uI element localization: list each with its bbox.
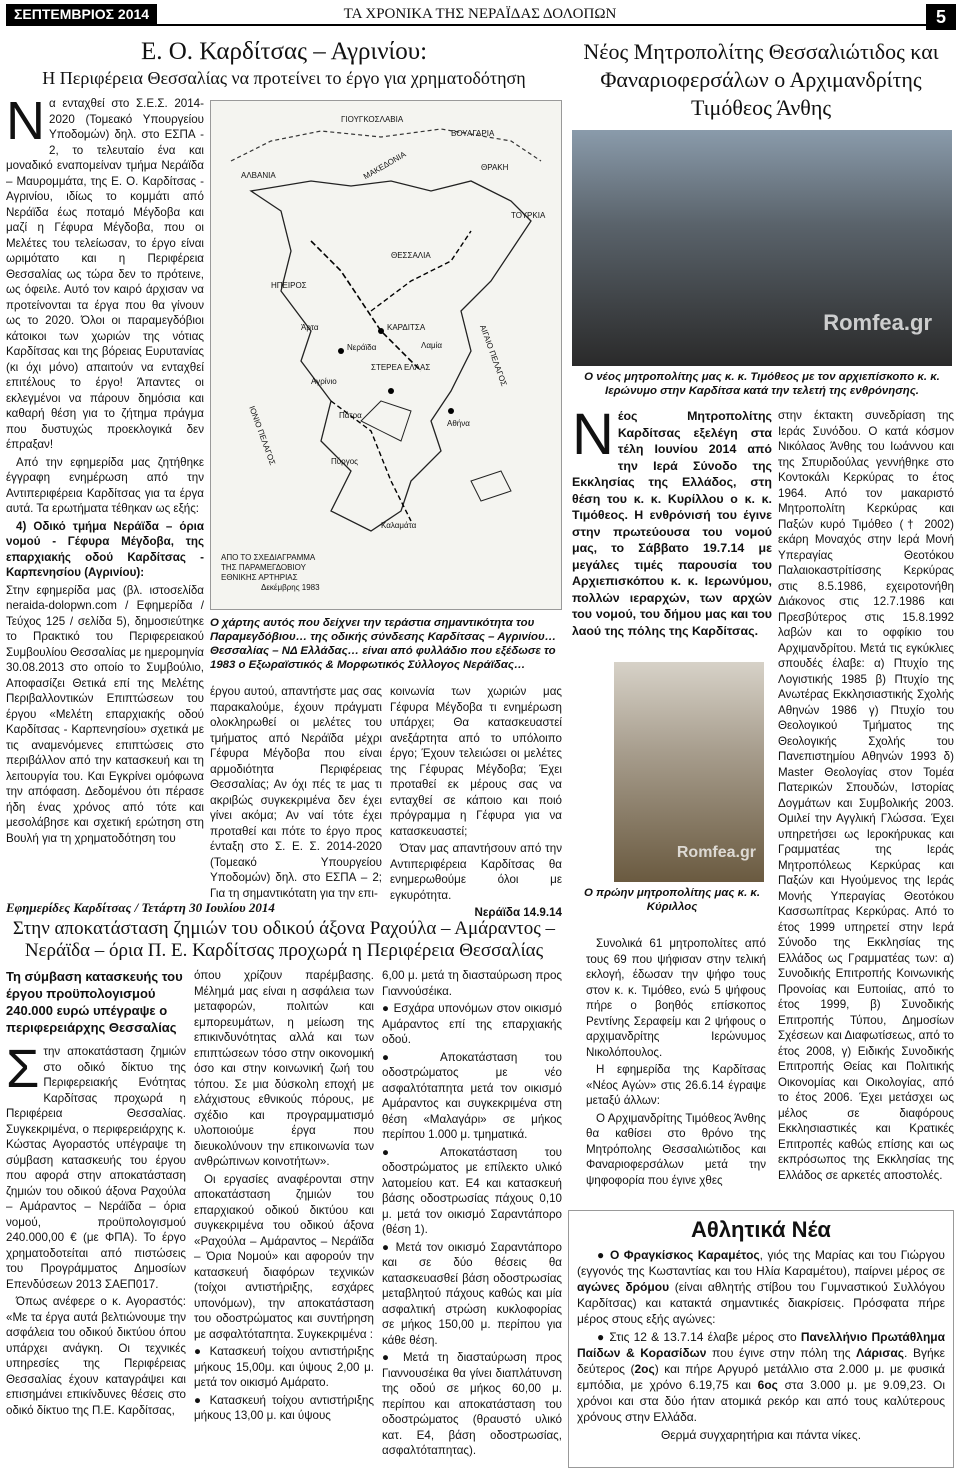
article1-p1: α ενταχθεί στο Σ.Ε.Σ. 2014-2020 (Τομεακό Υπουργείου Υποδομών) δηλ. στο ΕΣΠΑ - 2, το τελευταίο ένα και μοναδικό εναπομείναν τμήμα Νεράϊδα – Μαυρομμάτα, της Ε. Ο. Καρδίτσας - Αγρινίου, ιδίως το κομμάτι από Νεράϊδα έως ποταμό Μέγδοβα και μαζί η Γέφυρα Μέγδοβα, που οι Μελέτες του τελείωσαν, το έργο είναι ωριμότατο και η Περιφέρεια Θεσσαλίας ως τώρα δεν το πρότεινε, ως όφειλε. Αυτό τον καιρό άρχισαν να προτείνονται τα έργα που θα γίνουν ως το 2020. Όλοι οι παραμεγδόβιοι κάτοικοι των χωριών της νότιας Καρδίτσας και της βόρειας Ευρυτανίας (κι όχι μόνο) απαιτούν να ενταχθεί επιτέλους το έργο! Άπαντες οι εκλεγμένοι να πάρουν δημόσια και καθαρή θέση για το ζήτημα πράγμα που δυστυχώς προεκλογικά δεν έπραξαν!	[6, 97, 204, 451]
article2-item: ● Αποκατάσταση του οδοστρώματος με επίλεκτο υλικό λατομείου κατ. Ε4 και κατασκευή βάσης οδοστρωσίας πάχους 0,10 μ. μετά τον οικισμό Σαραντάπορο (θέση 1).	[382, 1145, 562, 1236]
article2-item-text: Αποκατάσταση του οδοστρώματος με επίλεκτο υλικό λατομείου κατ. Ε4 και κατασκευή βάσης οδοστρωσίας πάχους 0,10 μ. μετά τον οικισμό Σαραντάπορο (θέση 1).	[382, 1145, 562, 1236]
sports-p3: Θερμά συγχαρητήρια και πάντα νίκες.	[660, 1428, 862, 1442]
article2-kicker: Εφημερίδες Καρδίτσας / Τετάρτη 30 Ιουλίου 2014	[6, 900, 275, 915]
article2-column1	[6, 968, 186, 1468]
article1-title: Ε. Ο. Καρδίτσας – Αγρινίου:	[140, 38, 428, 65]
map-footer-line: Δεκέμβρης 1983	[261, 583, 320, 592]
greece-road-map	[210, 100, 562, 610]
map-footer	[221, 553, 371, 593]
sports-text: στα 3.000 μ. με 9.09,23. Οι χρόνοι και στα δύο ήταν ατομικά ρεκόρ και από τους καλύτερους χρόνους στην Ελλάδα.	[577, 1378, 945, 1424]
article2-c1b: Όπως ανέφερε ο κ. Αγοραστός: «Με τα έργα αυτά βελτιώνουμε την ασφάλεια του οδικού δικτύου όπου υπάρχει ανάγκη. Οι τεχνικές υπηρεσίες της Περιφέρειας Θεσσαλίας έχουν καταγράψει και επισημάνει επικίνδυνες θέσεις στο οδικό δίκτυο της Π.Ε. Καρδίτσας,	[6, 1295, 186, 1417]
article1-column3	[390, 684, 562, 923]
sports-text: που έγινε στην πόλη της	[706, 1346, 857, 1360]
map-label-kalamata: Καλαμάτα	[381, 521, 417, 530]
article1-p3: Στην εφημερίδα μας (βλ. ιστοσελίδα neraida-dolopwn.com / Εφημερίδα / Τεύχος 125 / σελίδα 5), δημοσιεύτηκε το Πρακτικό του Περιφερειακού Συμβουλίου Θεσσαλίας με ημερομηνία 30.08.2013 στο οποίο το Συμβούλιο, Αποφασίζει Θετικά επί της Μελέτης Περιβαλλοντικών Επιπτώσεων του έργου «Μελέτη επαρχιακής οδού Καρδίτσας - Καρπενησίου» σχετικά με τις αναμενόμενες επιπτώσεις στο περιβάλλον από την κατασκευή και τη λειτουργία του. Και Εγκρίνει ομόφωνα την απόφαση. Δεδομένου ότι πέρασε ήδη ένας χρόνος από τότε και μεσολάβησε και σχετική ερώτηση στη Βουλή για τη χρηματοδότηση του	[6, 583, 204, 845]
article2-c3-start: 6,00 μ. μετά τη διασταύρωση προς Γιαννούσέικα.	[382, 969, 562, 998]
sports-text: ) και πήρε Αργυρό μετάλλιο στα 2.000 μ. με φυσικά εμπόδια, με χρόνο 6.19,75 και	[577, 1362, 945, 1392]
map-label-thrace: ΘΡΑΚΗ	[481, 163, 509, 172]
map-label-thessaly: ΘΕΣΣΑΛΙΑ	[391, 251, 431, 260]
article2-item-text: Αποκατάσταση του οδοστρώματος με νέο ασφαλτόταπητα μετά τον οικισμό Αμάραντος και συγκεκριμένα στη θέση «Μαλαγάρι» σε μήκος περίπου 1.000 μ. τμηματικά.	[382, 1050, 562, 1141]
article2-item-text: Κατασκευή τοίχου αντιστήριξης μήκους 13,00 μ. και ύψους	[194, 1393, 374, 1422]
sports-text: . Βγήκε δεύτερος (	[577, 1346, 945, 1376]
article3-c1b: Συνολικά 61 μητροπολίτες από τους 69 που ψήφισαν στην τελική εκλογή, έδωσαν την ψήφο τους στον κ. κ. Τιμόθεο, ενώ 5 ψήφους πήρε ο βοηθός επίσκοπος Ρεντίνης Σεραφείμ και 2 ψήφους ο αρχιμανδρίτης Ιερώνυμος Νικολόπουλος.	[586, 937, 766, 1059]
photo-metropolitans	[572, 130, 952, 366]
page-number: 5	[926, 4, 956, 30]
article1-dropcap: Ν	[6, 96, 45, 151]
sports-text: 6ος	[757, 1378, 778, 1392]
article2-lead: Τη σύμβαση κατασκευής του έργου προϋπολογισμού 240.000 ευρώ υπέγραψε ο περιφερειάρχης Θεσσαλίας	[6, 969, 183, 1035]
article3-column1-rest	[586, 936, 766, 1190]
sports-text: 2ος	[634, 1362, 655, 1376]
article2-item: ● Κατασκευή τοίχου αντιστήριξης μήκους 15,00μ. και ύψους 2,00 μ. μετά τον οικισμό Αμάρατο.	[194, 1345, 374, 1389]
article1-subtitle: Η Περιφέρεια Θεσσαλίας να προτείνει το έργο για χρηματοδότηση	[42, 68, 526, 88]
article2-item: ● Κατασκευή τοίχου αντιστήριξης μήκους 13,00 μ. και ύψους	[194, 1393, 374, 1422]
map-caption: Ο χάρτης αυτός που δείχνει την τεράστια σημαντικότητα του Παραμεγδόβιου… της οδικής σύνδεσης Καρδίτσας – Αγρινίου… Θεσσαλίας – ΝΔ Ελλάδας… είναι από φυλλάδιο που εξέδωσε το 1983 ο Εξωραϊστικός & Μορφωτικός Σύλλογος Νεράϊδας…	[210, 617, 557, 671]
article3-column2: στην έκτακτη συνεδρίαση της Ιεράς Συνόδου. Ο κατά κόσμον Νικόλαος Άνθης του Ιωάννου και της Σπυριδούλας γεννήθηκε στο Κοντοκάλι Κερκύρας το έτος 1964. Από τον μακαριστό Μητροπολίτη Κερκύρας και Παξών κυρό Τιμόθεο († 2002) εκάρη Μοναχός στην Ιερά Μονή Υπεραγίας Θεοτόκου Παλαιοκαστρίτίσσης Κερκύρας στις 8.5.1986, εχειροτονήθη Διάκονος στις 12.7.1986 και Πρεσβύτερος στις 15.8.1992 λαβών και το οφφίκιο του Αρχιμανδρίτου. Μετά τις εγκύκλιες σπουδές έλαβε: α) Πτυχίο της Λογιστικής 1985 β) Πτυχίο της Ανωτέρας Εκκλησιαστικής Σχολής Αθηνών 1986 γ) Πτυχίο του Θεολογικού Τμήματος της Θεολογικής Σχολής του Πανεπιστημίου Αθηνών 1993 δ) Master Θεολογίας στον Τομέα Πατερικών Σπουδών, Ιστορίας Δογμάτων και Συμβολικής 2003. Ομιλεί την Αγγλική Γλώσσα. Έχει υπηρετήσει ως Ιεροκήρυκας και Γραμματέας της Ιεράς Μητροπόλεως Κερκύρας και Παξών και Ηγούμενος της Ιεράς Μονής Υπεραγίας Θεοτόκου Κασσωπίτρας Κερκύρας. Από το έτος 1999 υπηρετεί στην Ιερά Σύνοδο της Εκκλησίας της Ελλάδος ως Γραμματέας των: α) Συνοδικής Επιτροπής Κοινωνικής Προνοίας και Ευποιίας, από το έτος 1999, β) Συνοδικής Επιτροπής Τύπου, Δημοσίων Σχέσεων και Διαφωτίσεως, από το έτος 2008, γ) Ειδικής Συνοδικής Επιτροπής Θείας και Πολιτικής Οικονομίας και Οικολογίας, από το έτος 2006. Έχει μετάσχει ως μέλος σε διαφόρους Εκκλησιαστικές και Κρατικές Επιτροπές καθώς επίσης και ως εκπρόσωπος της Εκκλησίας της Ελλάδος σε αρκετές αποστολές.	[778, 409, 954, 1182]
map-footer-line: ΑΠΟ ΤΟ ΣΧΕΔΙΑΓΡΑΜΜΑ	[221, 553, 316, 562]
article1-signature: Νεράϊδα 14.9.14	[474, 906, 562, 919]
map-label-albania: ΑΛΒΑΝΙΑ	[241, 171, 276, 180]
sports-text: Λάρισας	[856, 1346, 905, 1360]
article3-c1c: Η εφημερίδα της Καρδίτσας «Νέος Αγών» στις 26.6.14 έγραψε μεταξύ άλλων:	[586, 1063, 766, 1107]
sports-text: (είναι αθλητής στίβου του Γυμναστικού Συλλόγου Καρδίτσας) και κατακτά σημαντικές διακρίσεις. Πρόσφατα πήρε μέρος στους εξής αγώνες:	[577, 1280, 945, 1326]
sports-athlete: Ο Φραγκίσκος Καραμέτος	[609, 1248, 760, 1262]
photo-watermark: Romfea.gr	[823, 310, 932, 335]
article2-item: ● Μετά τον οικισμό Σαραντάπορο και σε δύο θέσεις θα κατασκευασθεί βάση οδοστρωσίας μεταβλητού πάχους καθώς και μία ασφαλτική στρώση κυκλοφορίας σε μήκος 150,00 μ. περίπου για κάθε θέση.	[382, 1240, 562, 1347]
article1-p2: Από την εφημερίδα μας ζητήθηκε έγγραφη ενημέρωση από την Αντιπεριφέρεια Καρδίτσας για τα έργα αυτά. Τα ερωτήματα τέθηκαν ως εξής:	[6, 455, 204, 515]
sports-text: Στις 12 & 13.7.14 έλαβε μέρος στο	[609, 1330, 801, 1344]
article3-c1d: Ο Αρχιμανδρίτης Τιμόθεος Άνθης θα καθίσει στο θρόνο της Μητρόπολης Θεσσαλιώτιδος και Φαναριοφερσάλων μετά την ψηφοφορία που έγινε χθες	[586, 1111, 766, 1187]
map-label-bulgaria: ΒΟΥΛΓΑΡΙΑ	[451, 129, 495, 138]
map-label-sterea: ΣΤΕΡΕΑ ΕΛΛΑΣ	[371, 363, 431, 372]
sports-text: , γιός της Μαρίας και του Γιώργου (εγγονός της Κωσταντίας και του Ηλία Καραμέτου), παίρνει μέρος σε	[577, 1248, 945, 1278]
article2-column2	[194, 968, 374, 1468]
newspaper-title: ΤΑ ΧΡΟΝΙΚΑ ΤΗΣ ΝΕΡΑΪΔΑΣ ΔΟΛΟΠΩΝ	[343, 6, 617, 22]
map-label-patra: Πάτρα	[339, 411, 362, 420]
article1-column1	[6, 96, 204, 886]
map-footer-line: ΤΗΣ ΠΑΡΑΜΕΓΔΟΒΙΟΥ	[221, 563, 306, 572]
map-label-arta: Άρτα	[301, 323, 319, 332]
map-label-yugoslavia: ΓΙΟΥΓΚΟΣΛΑΒΙΑ	[341, 115, 404, 124]
article3-title: Νέος Μητροπολίτης Θεσσαλιώτιδος και Φαναριοφερσάλων ο Αρχιμανδρίτης Τιμόθεος Άνθης	[583, 39, 939, 120]
sports-p2: ● Στις 12 & 13.7.14 έλαβε μέρος στο Πανελλήνιο Πρωτάθλημα Παίδων & Κορασίδων που έγινε στην πόλη της Λάρισας. Βγήκε δεύτερος (2ος) και πήρε Αργυρό μετάλλιο στα 2.000 μ. με φυσικά εμπόδια, με χρόνο 6.19,75 και 6ος στα 3.000 μ. με 9.09,23. Οι χρόνοι και στα δύο ήταν ατομικά ρεκόρ και από τους καλύτερους χρόνους στην Ελλάδα.	[577, 1330, 945, 1424]
article2-item: ● Εσχάρα υπονόμων στον οικισμό Αμάραντος επί της επαρχιακής οδού.	[382, 1002, 562, 1046]
map-footer-line: ΕΘΝΙΚΗΣ ΑΡΤΗΡΙΑΣ	[221, 573, 298, 582]
article2-column3	[382, 968, 562, 1468]
article1-p3-heading: 4) Οδικό τμήμα Νεράϊδα – όρια νομού - Γέφυρα Μέγδοβα, της επαρχιακής οδού Καρδίτσας - Καρπενησίου (Αγρινίου):	[6, 519, 204, 579]
map-label-turkey: ΤΟΥΡΚΙΑ	[511, 211, 546, 220]
issue-date: ΣΕΠΤΕΜΒΡΙΟΣ 2014	[6, 4, 157, 24]
article1-column2: έργου αυτού, απαντήστε μας σας παρακαλούμε, έχουν πράγματι ολοκληρωθεί οι μελέτες του τμήματος από Νεράϊδα μέχρι Γέφυρα Μέγδοβα που είναι αρμοδιότητα Περιφέρειας Θεσσαλίας; Αν όχι πές τε μας τι ακριβώς συγκεκριμένα δεν έχει γίνει ακόμα; Αν ναί τότε έχει προταθεί και πότε το έργο προς ένταξη στο Σ. Ε. Σ. 2014-2020 (Τομεακό Υπουργείου Υποδομών) δηλ. στο ΕΣΠΑ – 2; Για τη σημαντικότατη για την επι-	[210, 685, 382, 900]
map-label-macedonia: ΜΑΚΕΔΟΝΙΑ	[361, 149, 408, 182]
sports-text: Πανελλήνιο Πρωτάθλημα Παίδων & Κορασίδων	[577, 1330, 945, 1360]
map-label-ionian: ΙΟΝΙΟ ΠΕΛΑΓΟΣ	[247, 404, 278, 467]
map-label-epirus: ΗΠΕΙΡΟΣ	[271, 281, 307, 290]
map-label-agrinio: Αγρίνιο	[311, 377, 337, 386]
map-label-karditsa: ΚΑΡΔΙΤΣΑ	[387, 323, 426, 332]
article3-lead: έος Μητροπολίτης Καρδίτσας εξελέγη στα τέλη Ιουνίου 2014 από την Ιερά Σύνοδο της Εκκλησίας της Ελλάδος, στη θέση του κ. κ. Κυρίλλου ο κ. κ. Τιμόθεος. Η ενθρόνισή του έγινε στην πρωτεύουσα του νομού μας, το Σάββατο 19.7.14 με μεγάλες τιμές παρουσία του Αρχιεπισκόπου κ. κ. Ιερωνύμου, πολλών ιεραρχών, των αρχών του νομού, του δήμου μας και του λαού της πόλης της Καρδίτσας.	[572, 409, 772, 638]
map-label-pyrgos: Πύργος	[331, 457, 359, 466]
article2-item-text: Μετά τη διασταύρωση προς Γιαννουσέικα θα γίνει διαπλάτυνση της οδού σε μήκος 60,00 μ. περίπου και αποκατάσταση του οδοστρώματος (θραυστό υλικό κατ. Ε4, βάση οδοστρωσίας, ασφαλτόταπητας).	[382, 1351, 562, 1457]
article3-lead-block	[572, 402, 772, 641]
sports-text: αγώνες δρόμου	[577, 1280, 670, 1294]
article2-item: ● Αποκατάσταση του οδοστρώματος με νέο ασφαλτόταπητα μετά τον οικισμό Αμάραντος και συγκεκριμένα στη θέση «Μαλαγάρι» σε μήκος περίπου 1.000 μ. τμηματικά.	[382, 1050, 562, 1141]
photo-former-metropolitan	[614, 662, 764, 882]
sports-news-box	[568, 1210, 954, 1468]
article2-item: ● Μετά τη διασταύρωση προς Γιαννουσέικα θα γίνει διαπλάτυνση της οδού σε μήκος 60,00 μ. περίπου και αποκατάσταση του οδοστρώματος (θραυστό υλικό κατ. Ε4, βάση οδοστρωσίας, ασφαλτόταπητας).	[382, 1351, 562, 1457]
article2-title: Στην αποκατάσταση ζημιών του οδικού άξονα Ραχούλα – Αμάραντος – Νεράϊδα – όρια Π. Ε. Καρδίτσας προχωρά η Περιφέρεια Θεσσαλίας	[12, 918, 556, 961]
article1-c3b: Όταν μας απαντήσουν από την Αντιπεριφέρεια Καρδίτσας θα ενημερωθούμε όλοι με εγκυρότητα.	[390, 842, 562, 902]
sports-body	[569, 1243, 953, 1449]
article2-c1: την αποκατάσταση ζημιών στο οδικό δίκτυο της Περιφερειακής Ενότητας Καρδίτσας προχωρά η Περιφέρεια Θεσσαλίας. Συγκεκριμένα, ο περιφερειάρχης κ. Κώστας Αγοραστός υπέγραψε τη σύμβαση κατασκευής του έργου που αφορά στην αποκατάσταση ζημιών του οδικού άξονα Ραχούλα – Αμάραντος – Νεράϊδα – όρια νομού, προϋπολογισμού 240.000,00 € (με ΦΠΑ). Το έργο χρηματοδοτείται από πιστώσεις του Προγράμματος Δημοσίων Επενδύσεων 2013 ΣΑΕΠ017.	[6, 1045, 186, 1291]
article3-dropcap: Ν	[572, 402, 614, 467]
article2-item-text: Εσχάρα υπονόμων στον οικισμό Αμάραντος επί της επαρχιακής οδού.	[382, 1002, 562, 1046]
article1-c3: κοινωνία των χωριών μας Γέφυρα Μέγδοβα τι ενημέρωση υπάρχει; Θα κατασκευαστεί ανεξάρτητα από το υπόλοιπο έργο; Έχουν τελειώσει οι μελέτες της Γέφυρας Μέγδοβα; Έχει προταθεί εκ μέρους σας να ενταχθεί σε κάποιο και ποιό πρόγραμμα η Γέφυρα για να κατασκευαστεί;	[390, 685, 562, 838]
sports-title: Αθλητικά Νέα	[691, 1217, 831, 1242]
photo1-caption: Ο νέος μητροπολίτης μας κ. κ. Τιμόθεος με τον αρχιεπίσκοπο κ. κ. Ιερώνυμο στην Καρδίτσα κατά την τελετή της ενθρόνησης.	[584, 371, 940, 397]
map-label-athens: Αθήνα	[447, 419, 470, 428]
map-label-aegean: ΑΙΓΑΙΟ ΠΕΛΑΓΟΣ	[478, 323, 509, 388]
map-label-lamia: Λαμία	[421, 341, 442, 350]
map-label-neraida: Νεράϊδα	[347, 343, 377, 352]
article2-c2b: Οι εργασίες αναφέρονται στην αποκατάσταση ζημιών του επαρχιακού οδικού δικτύου και συγκεκριμένα του οδικού άξονα «Ραχούλα – Αμάραντος – Νεράϊδα – Όρια Νομού» και αφορούν την κατασκευή διαφόρων τεχνικών (τοίχοι αντιστήριξης, εσχάρες υπονόμων), την αποκατάσταση του οδοστρώματος και συντήρηση με ασφαλτόταπητα. Συγκεκριμένα :	[194, 1172, 374, 1341]
article2-c2: όπου χρίζουν παρέμβασης. Μέλημά μας είναι η ασφάλεια των μεταφορών, πολιτών και εμπορευμάτων, η μείωση της επικινδυνότητας αλλά και των επιπτώσεων τόσο στην οικονομική όσο και στην κοινωνική ζωή του τόπου. Σε μια δύσκολη εποχή με ελάχιστους εθνικούς πόρους, με σχέδιο και προγραμματισμό υλοποιούμε έργα που διευκολύνουν την επικοινωνία των ανθρώπινων κοινοτήτων».	[194, 969, 374, 1168]
photo-watermark: Romfea.gr	[676, 844, 756, 861]
sports-p1: ● Ο Φραγκίσκος Καραμέτος, γιός της Μαρίας και του Γιώργου (εγγονός της Κωσταντίας και του Ηλία Καραμέτου), παίρνει μέρος σε αγώνες δρόμου (είναι αθλητής στίβου του Γυμναστικού Συλλόγου Καρδίτσας) και κατακτά σημαντικές διακρίσεις. Πρόσφατα πήρε μέρος στους εξής αγώνες:	[577, 1248, 945, 1326]
article2-dropcap: Σ	[6, 1039, 40, 1099]
article2-item-text: Κατασκευή τοίχου αντιστήριξης μήκους 15,00μ. και ύψους 2,00 μ. μετά τον οικισμό Αμάρατο.	[194, 1345, 374, 1389]
article2-item-text: Μετά τον οικισμό Σαραντάπορο και σε δύο θέσεις θα κατασκευασθεί βάση οδοστρωσίας μεταβλητού πάχους καθώς και μία ασφαλτική στρώση κυκλοφορίας σε μήκος 150,00 μ. περίπου για κάθε θέση.	[382, 1240, 562, 1347]
photo2-caption: Ο πρώην μητροπολίτης μας κ. κ. Κύριλλος	[583, 887, 761, 913]
